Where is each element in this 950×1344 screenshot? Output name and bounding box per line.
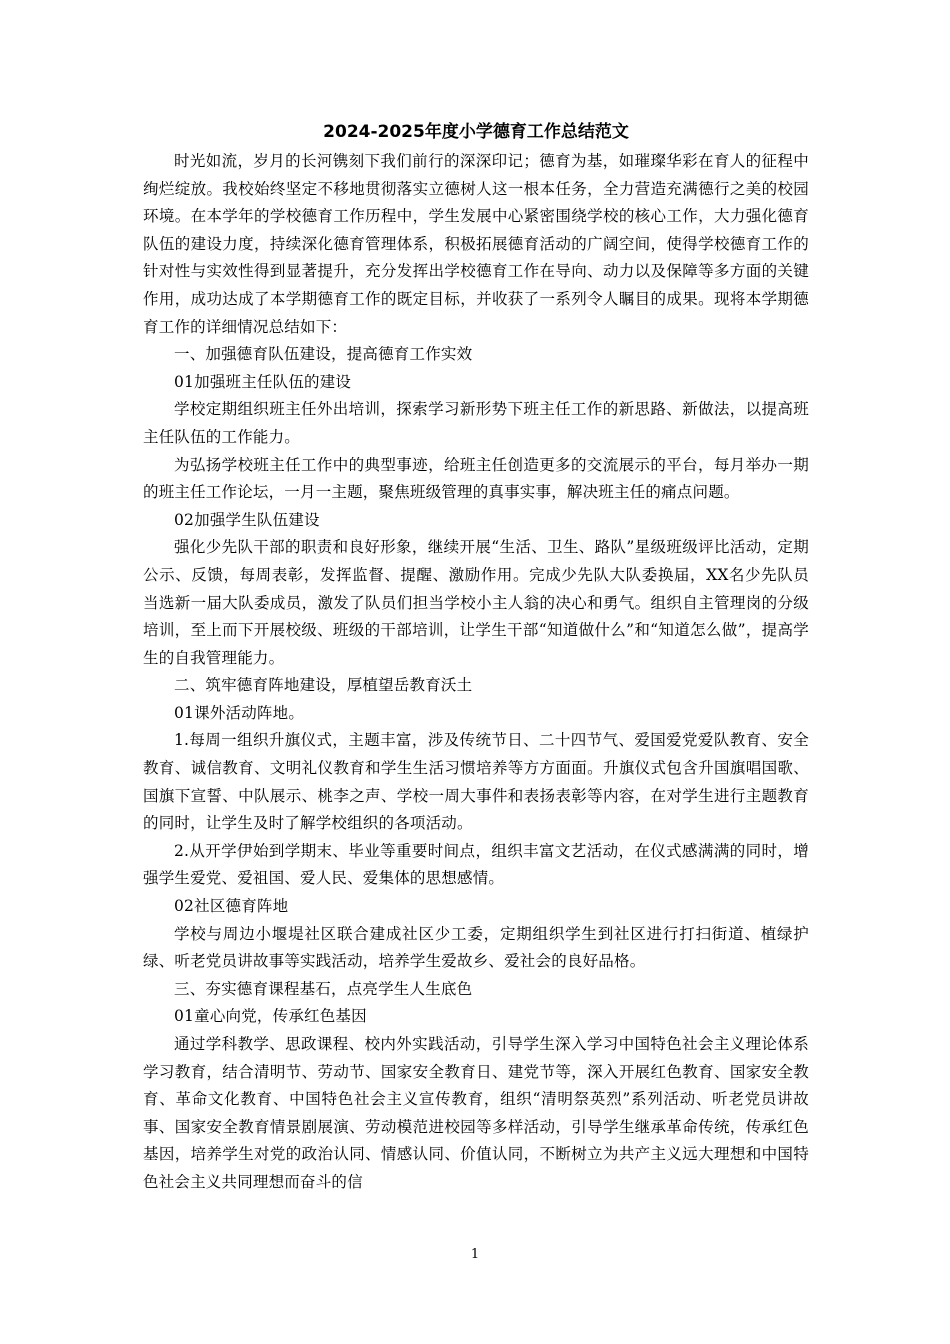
section-1-sub-1-paragraph-1: 学校定期组织班主任外出培训，探索学习新形势下班主任工作的新思路、新做法，以提高班主任队伍的工作能力。 (143, 400, 809, 446)
section-2-sub-1-paragraph-1: 1.每周一组织升旗仪式，主题丰富，涉及传统节日、二十四节气、爱国爱党爱队教育、安全教育、诚信教育、文明礼仪教育和学生生活习惯培养等方方面面。升旗仪式包含升国旗唱国歌、国旗下宣誓、中队展示、桃李之声、学校一周大事件和表扬表彰等内容，在对学生进行主题教育的同时，让学生及时了解学校组织的各项活动。 (143, 731, 809, 833)
section-1-sub-1-paragraph-2: 为弘扬学校班主任工作中的典型事迹，给班主任创造更多的交流展示的平台，每月举办一期的班主任工作论坛，一月一主题，聚焦班级管理的真事实事，解决班主任的痛点问题。 (143, 455, 809, 502)
section-3-heading: 三、夯实德育课程基石，点亮学生人生底色 (174, 979, 473, 998)
section-2-sub-1-paragraph-2: 2.从开学伊始到学期末、毕业等重要时间点，组织丰富文艺活动，在仪式感满满的同时，增强学生爱党、爱祖国、爱人民、爱集体的思想感情。 (143, 841, 809, 888)
section-2-sub-2-paragraph-1: 学校与周边小堰堤社区联合建成社区少工委，定期组织学生到社区进行打扫街道、植绿护绿、听老党员讲故事等实践活动，培养学生爱故乡、爱社会的良好品格。 (143, 924, 809, 971)
section-2-sub-2-heading: 02社区德育阵地 (174, 897, 289, 916)
document-body (143, 120, 809, 1197)
section-1-heading: 一、加强德育队伍建设，提高德育工作实效 (174, 345, 473, 364)
section-2-heading: 二、筑牢德育阵地建设，厚植望岳教育沃土 (174, 676, 473, 695)
section-3-sub-1-paragraph-1: 通过学科教学、思政课程、校内外实践活动，引导学生深入学习中国特色社会主义理论体系学习教育，结合清明节、劳动节、国家安全教育日、建党节等，深入开展红色教育、国家安全教育、革命文化教育、中国特色社会主义宣传教育，组织“清明祭英烈”系列活动、听老党员讲故事、国家安全教育情景剧展演、劳动模范进校园等多样活动，引导学生继承革命传统，传承红色基因，培养学生对党的政治认同、情感认同、价值认同，不断树立为共产主义远大理想和中国特色社会主义共同理想而奋斗的信 (143, 1035, 809, 1191)
intro-paragraph: 时光如流，岁月的长河镌刻下我们前行的深深印记；德育为基，如璀璨华彩在育人的征程中绚烂绽放。我校始终坚定不移地贯彻落实立德树人这一根本任务，全力营造充满德行之美的校园环境。在本学年的学校德育工作历程中，学生发展中心紧密围绕学校的核心工作，大力强化德育队伍的建设力度，持续深化德育管理体系，积极拓展德育活动的广阔空间，使得学校德育工作的针对性与实效性得到显著提升，充分发挥出学校德育工作在导向、动力以及保障等多方面的关键作用，成功达成了本学期德育工作的既定目标，并收获了一系列令人瞩目的成果。现将本学期德育工作的详细情况总结如下： (143, 152, 809, 336)
section-1-sub-1-heading: 01加强班主任队伍的建设 (174, 372, 352, 391)
section-1-sub-2-heading: 02加强学生队伍建设 (174, 510, 320, 529)
page-number: 1 (470, 1247, 480, 1262)
section-3-sub-1-heading: 01童心向党，传承红色基因 (174, 1007, 367, 1026)
section-2-sub-1-heading: 01课外活动阵地。 (174, 703, 305, 722)
section-1-sub-2-paragraph-1: 强化少先队干部的职责和良好形象，继续开展“生活、卫生、路队”星级班级评比活动，定期公示、反馈，每周表彰，发挥监督、提醒、激励作用。完成少先队大队委换届，XX名少先队员当选新一届大队委成员，激发了队员们担当学校小主人翁的决心和勇气。组织自主管理岗的分级培训，至上而下开展校级、班级的干部培训，让学生干部“知道做什么”和“知道怎么做”，提高学生的自我管理能力。 (143, 538, 809, 667)
document-title: 2024-2025年度小学德育工作总结范文 (323, 122, 629, 142)
